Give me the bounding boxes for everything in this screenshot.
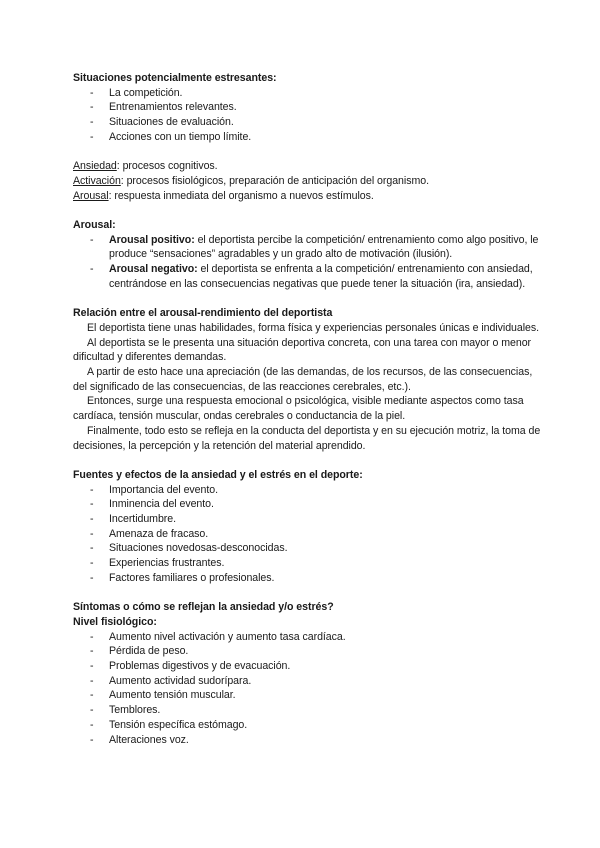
list-item: - Entrenamientos relevantes. (73, 100, 543, 115)
list-item (73, 233, 543, 262)
list-item: - Aumento nivel activación y aumento tasa cardíaca. (73, 630, 543, 645)
paragraph: El deportista tiene unas habilidades, forma física y experiencias personales únicas e individuales. (87, 321, 540, 334)
spacer (73, 453, 543, 468)
arousal-positive-label: Arousal positivo: (109, 233, 195, 246)
definition-text: : procesos fisiológicos, preparación de anticipación del organismo. (120, 174, 429, 187)
paragraph: Entonces, surge una respuesta emocional o psicológica, visible mediante aspectos como tasa cardíaca, tensión muscular, ondas cerebrales o conductancia de la piel. (73, 395, 524, 423)
list-item: - Acciones con un tiempo límite. (73, 130, 543, 145)
list-item: - Temblores. (73, 703, 543, 718)
arousal-positive-text: el deportista percibe la competición/ entrenamiento como algo positivo, le produce “sensaciones” agradables y un grado alto de motivación (ilusión). (109, 233, 539, 261)
spacer (73, 586, 543, 601)
list-item: - Situaciones de evaluación. (73, 115, 543, 130)
definition-ansiedad (73, 159, 543, 174)
definition-text: : respuesta inmediata del organismo a nuevos estímulos. (108, 189, 374, 202)
list-item: - Importancia del evento. (73, 483, 543, 498)
list-item: - Aumento tensión muscular. (73, 688, 543, 703)
list-item: - Situaciones novedosas-desconocidas. (73, 541, 543, 556)
definition-text: : procesos cognitivos. (116, 160, 218, 173)
section-heading-arousal: Arousal: (73, 219, 116, 231)
list-item: - Amenaza de fracaso. (73, 527, 543, 542)
section-heading-relacion: Relación entre el arousal-rendimiento del deportista (73, 307, 333, 320)
list-item (73, 262, 543, 291)
spacer (73, 292, 543, 307)
subheading-nivel-fisiologico: Nivel fisiológico: (73, 615, 157, 628)
list-item: - Tensión específica estómago. (73, 718, 543, 733)
list-item: - Incertidumbre. (73, 512, 543, 527)
list-item: - Factores familiares o profesionales. (73, 571, 543, 586)
spacer (73, 145, 543, 160)
definition-term: Activación (73, 174, 121, 187)
definition-activacion (73, 174, 543, 189)
definition-arousal (73, 189, 543, 204)
document-body (73, 71, 543, 747)
arousal-negative-label: Arousal negativo: (109, 263, 198, 276)
spacer (73, 203, 543, 218)
list-item: - Inminencia del evento. (73, 497, 543, 512)
list-arousal (73, 233, 543, 292)
list-situaciones (73, 86, 543, 145)
definition-term: Ansiedad (73, 160, 117, 173)
list-fuentes (73, 483, 543, 586)
paragraph: Finalmente, todo esto se refleja en la conducta del deportista y en su ejecución motriz, la toma de decisiones, la percepción y la retención del material aprendido. (73, 424, 541, 452)
list-sintomas (73, 630, 543, 748)
list-item: - La competición. (73, 86, 543, 101)
section-heading-sintomas: Síntomas o cómo se reflejan la ansiedad y/o estrés? (73, 601, 334, 614)
paragraph: A partir de esto hace una apreciación (de las demandas, de los recursos, de las consecuencias, del significado de las consecuencias, de las reacciones cerebrales, etc.). (73, 366, 533, 393)
list-item: - Alteraciones voz. (73, 733, 543, 748)
list-item: - Pérdida de peso. (73, 644, 543, 659)
definition-term: Arousal (73, 189, 109, 202)
section-heading-fuentes: Fuentes y efectos de la ansiedad y el estrés en el deporte: (73, 468, 363, 481)
paragraph: Al deportista se le presenta una situación deportiva concreta, con una tarea con mayor o menor dificultad y diferentes demandas. (73, 336, 532, 364)
list-item: - Experiencias frustrantes. (73, 556, 543, 571)
list-item: - Problemas digestivos y de evacuación. (73, 659, 543, 674)
list-item: - Aumento actividad sudorípara. (73, 674, 543, 689)
arousal-negative-text: el deportista se enfrenta a la competición/ entrenamiento con ansiedad, centrándose en las consecuencias negativas que puede tener la situación (ira, ansiedad). (109, 263, 533, 290)
section-heading-situaciones: Situaciones potencialmente estresantes: (73, 72, 277, 84)
